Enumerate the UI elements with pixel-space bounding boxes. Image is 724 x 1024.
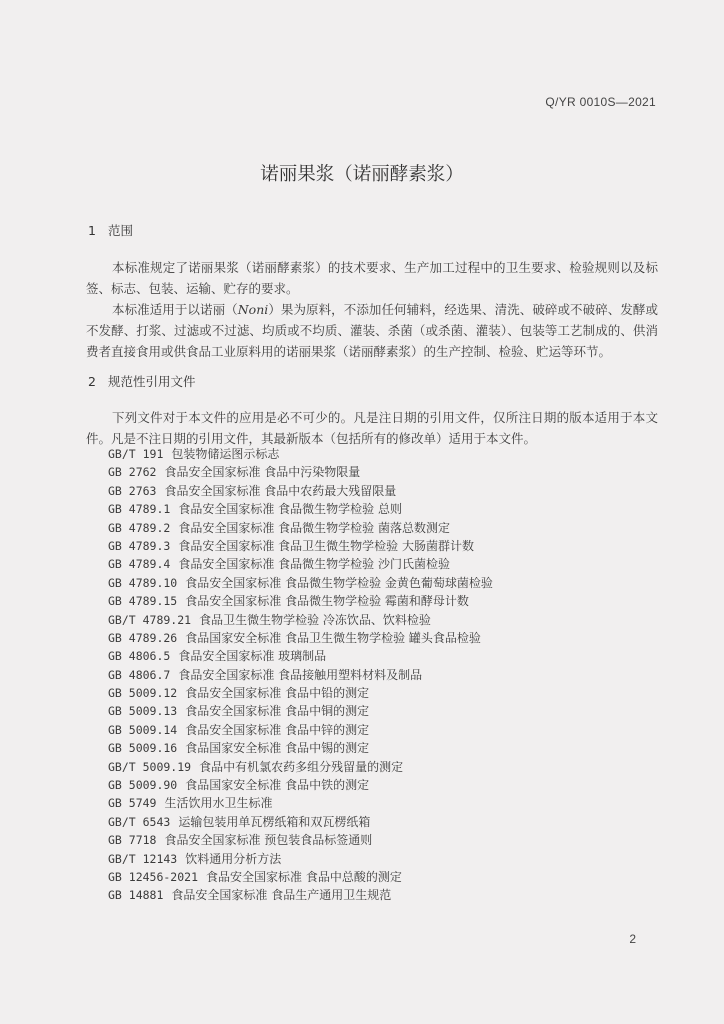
section-1-heading: [88, 221, 133, 239]
reference-item: [108, 831, 668, 849]
reference-title: 食品安全国家标准 食品接触用塑料材料及制品: [178, 667, 423, 682]
noni-term: Noni: [237, 302, 269, 317]
reference-item: [108, 721, 668, 739]
reference-code: GB 4789.10: [108, 575, 178, 590]
reference-title: 食品安全国家标准 食品中锌的测定: [185, 722, 370, 737]
reference-item: [108, 555, 668, 573]
reference-title: 食品安全国家标准 食品微生物学检验 霉菌和酵母计数: [185, 594, 469, 609]
reference-title: 饮料通用分析方法: [185, 851, 282, 866]
reference-item: [108, 813, 668, 831]
document-title: 诺丽果浆（诺丽酵素浆）: [260, 164, 464, 185]
reference-code: GB 7718: [108, 833, 157, 848]
reference-title: 食品中有机氯农药多组分残留量的测定: [199, 759, 404, 774]
reference-title: 食品安全国家标准 食品卫生微生物学检验 大肠菌群计数: [178, 538, 474, 553]
reference-code: GB 5009.13: [108, 704, 178, 719]
reference-title: 食品安全国家标准 预包装食品标签通则: [164, 833, 373, 848]
reference-list: [108, 445, 668, 905]
scope-paragraph-1: 本标准规定了诺丽果浆（诺丽酵素浆）的技术要求、生产加工过程中的卫生要求、检验规则以及标签、标志、包装、运输、贮存的要求。: [86, 260, 658, 296]
reference-title: 食品卫生微生物学检验 冷冻饮品、饮料检验: [199, 612, 431, 627]
reference-title: 食品安全国家标准 食品中铜的测定: [185, 704, 370, 719]
reference-code: GB 5009.90: [108, 778, 178, 793]
reference-item: [108, 666, 668, 684]
reference-item: [108, 702, 668, 720]
reference-item: [108, 519, 668, 537]
reference-code: GB 4789.2: [108, 520, 171, 535]
reference-item: [108, 629, 668, 647]
reference-item: [108, 684, 668, 702]
references-intro: 下列文件对于本文件的应用是必不可少的。凡是注日期的引用文件，仅所注日期的版本适用于本文件。凡是不注日期的引用文件，其最新版本（包括所有的修改单）适用于本文件。: [86, 410, 658, 446]
reference-title: 食品安全国家标准 食品中污染物限量: [164, 465, 361, 480]
reference-title: 食品安全国家标准 食品中农药最大残留限量: [164, 483, 397, 498]
reference-code: GB 5009.12: [108, 686, 178, 701]
section-1-number: 1: [88, 223, 96, 238]
standard-code: Q/YR 0010S—2021: [545, 95, 656, 109]
reference-code: GB/T 6543: [108, 814, 171, 829]
section-2-title: 规范性引用文件: [108, 374, 196, 389]
reference-code: GB 5009.14: [108, 722, 178, 737]
section-2-heading: [88, 372, 196, 390]
reference-code: GB/T 5009.19: [108, 759, 192, 774]
reference-title: 食品安全国家标准 食品中铅的测定: [185, 686, 370, 701]
reference-item: [108, 758, 668, 776]
reference-item: [108, 794, 668, 812]
reference-item: [108, 850, 668, 868]
reference-title: 食品安全国家标准 食品微生物学检验 菌落总数测定: [178, 520, 450, 535]
reference-code: GB 4806.5: [108, 649, 171, 664]
section-1-title: 范围: [108, 223, 134, 238]
reference-item: [108, 776, 668, 794]
reference-item: [108, 611, 668, 629]
reference-code: GB/T 4789.21: [108, 612, 192, 627]
reference-item: [108, 482, 668, 500]
reference-item: [108, 574, 668, 592]
reference-title: 食品安全国家标准 食品微生物学检验 沙门氏菌检验: [178, 557, 450, 572]
reference-code: GB 2762: [108, 465, 157, 480]
reference-code: GB 14881: [108, 888, 164, 903]
reference-code: GB/T 191: [108, 447, 164, 461]
reference-item: [108, 739, 668, 757]
reference-title: 包装物储运图示标志: [171, 447, 280, 461]
reference-code: GB 4806.7: [108, 667, 171, 682]
reference-item: [108, 647, 668, 665]
scope-paragraph-2-start: 本标准适用于以诺丽（: [112, 302, 238, 317]
reference-title: 运输包装用单瓦楞纸箱和双瓦楞纸箱: [178, 814, 371, 829]
section-2-number: 2: [88, 374, 96, 389]
scope-paragraph-2-rest: ）果为原料，不添加任何辅料，经选果、清洗、破碎或不破碎、发酵或不发酵、打浆、过滤或不过滤、均质或不均质、灌装、杀菌（或杀菌、灌装）、包装等工艺制成的、供消费者直接食用或供食品工业原料用的诺丽果浆（诺丽酵素浆）的生产控制、检验、贮运等环节。: [86, 302, 658, 359]
reference-item: [108, 463, 668, 481]
reference-item: [108, 592, 668, 610]
reference-title: 食品安全国家标准 食品生产通用卫生规范: [171, 888, 392, 903]
reference-title: 食品安全国家标准 食品微生物学检验 金黄色葡萄球菌检验: [185, 575, 493, 590]
reference-code: GB 4789.1: [108, 502, 171, 517]
reference-code: GB 2763: [108, 483, 157, 498]
reference-code: GB/T 12143: [108, 851, 178, 866]
reference-item: [108, 868, 668, 886]
reference-code: GB 12456-2021: [108, 869, 199, 884]
reference-code: GB 4789.4: [108, 557, 171, 572]
reference-item: [108, 886, 668, 904]
reference-title: 食品国家安全标准 食品卫生微生物学检验 罐头食品检验: [185, 630, 481, 645]
reference-title: 食品国家安全标准 食品中锡的测定: [185, 741, 370, 756]
reference-title: 食品安全国家标准 食品微生物学检验 总则: [178, 502, 402, 517]
reference-title: 食品国家安全标准 食品中铁的测定: [185, 778, 370, 793]
reference-item: [108, 445, 668, 463]
page-number: 2: [629, 932, 636, 946]
reference-code: GB 5009.16: [108, 741, 178, 756]
reference-title: 食品安全国家标准 食品中总酸的测定: [206, 869, 402, 884]
reference-code: GB 4789.3: [108, 538, 171, 553]
reference-title: 食品安全国家标准 玻璃制品: [178, 649, 327, 664]
reference-item: [108, 537, 668, 555]
reference-code: GB 4789.15: [108, 594, 178, 609]
scope-paragraph-2: [86, 299, 658, 362]
reference-code: GB 4789.26: [108, 630, 178, 645]
reference-title: 生活饮用水卫生标准: [164, 796, 273, 811]
reference-code: GB 5749: [108, 796, 157, 811]
reference-item: [108, 500, 668, 518]
